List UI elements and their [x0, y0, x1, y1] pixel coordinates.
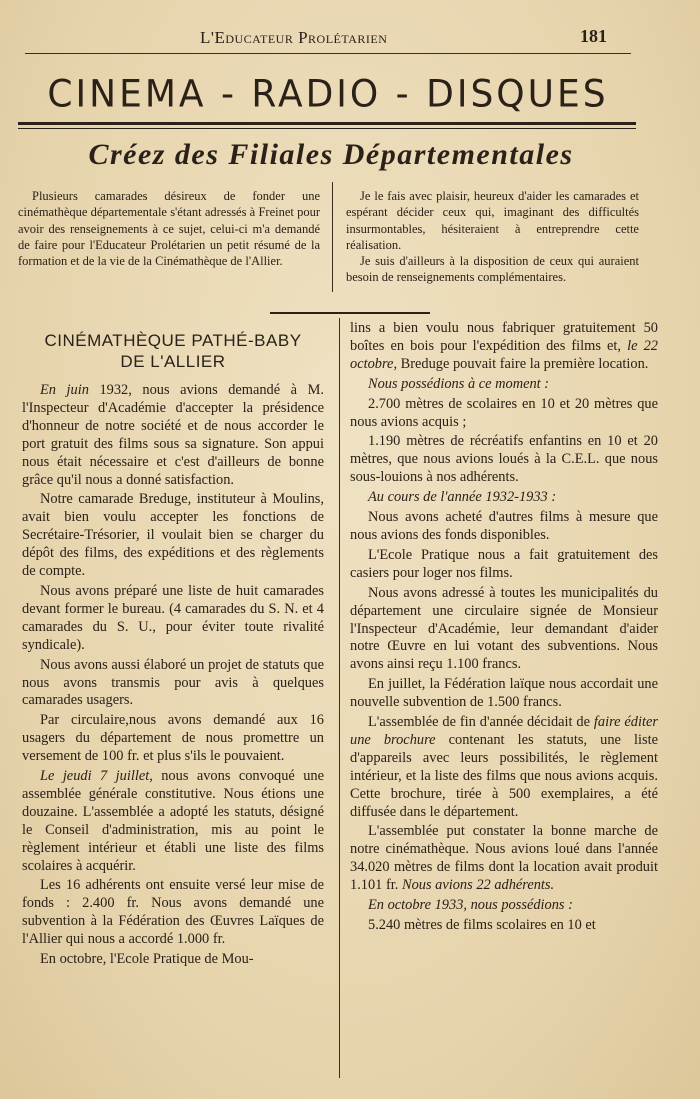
paragraph: 1.190 mètres de récréatifs enfantins en 10 et 20 mètres, que nous avions loués à la C.E.L. que nous sous-louions à nos adhérents.: [350, 433, 658, 486]
banner-rule-thin: [18, 128, 636, 129]
paragraph: L'assemblée put constater la bonne marche de notre cinémathèque. Nous avions loué dans l'année 34.020 mètres de films dont la location avait produit 1.101 fr. Nous avions 22 adhérents.: [350, 823, 658, 894]
paragraph: Nous avons aussi élaboré un projet de statuts que nous avons transmis pour avis à quelques camarades usagers.: [22, 656, 324, 709]
emphasis: Au cours de l'année 1932-1933 :: [368, 489, 557, 506]
intro-paragraph: Plusieurs camarades désireux de fonder une cinémathèque départementale s'étant adressés à Freinet pour avoir des renseignements à ce sujet, celui-ci m'a demandé de faire pour l'Educateur Prolétarien un petit résumé de la formation et de la vie de la Cinémathèque de l'Allier.: [18, 189, 320, 269]
page-number: 181: [580, 26, 607, 46]
emphasis: faire éditer une brochure: [350, 714, 658, 748]
banner-rule: [18, 122, 636, 125]
article-title-line: DE L'ALLIER: [120, 352, 226, 371]
paragraph: L'assemblée de fin d'année décidait de faire éditer une brochure contenant les statuts, une liste d'appareils avec leurs possibilités, le règlement intérieur, et la liste des films que nous avions acquis. Cette brochure, tirée à 500 exemplaires, a été diffusée dans le département.: [350, 714, 658, 820]
paragraph: En juin 1932, nous avions demandé à M. l'Inspecteur d'Académie d'accepter la présidence d'honneur de notre société et de nous accorder le port gratuit des films sous sa signature. Son appui nous était nécessaire et c'est d'ailleurs de bonne grâce qu'il nous a donné satisfaction.: [22, 382, 324, 488]
intro-paragraph: Je suis d'ailleurs à la disposition de ceux qui auraient besoin de renseignements complémentaires.: [346, 254, 639, 285]
paragraph: Nous avons acheté d'autres films à mesure que nous avions des fonds disponibles.: [350, 509, 658, 543]
column-right: [350, 320, 658, 937]
paragraph: Par circulaire,nous avons demandé aux 16 usagers du département de nous promettre un versement de 100 fr. et plus s'ils le pouvaient.: [22, 712, 324, 765]
column-divider: [339, 318, 340, 1078]
paragraph: 2.700 mètres de scolaires en 10 et 20 mètres que nous avions acquis ;: [350, 395, 658, 430]
section-rule: [270, 312, 430, 314]
paragraph: Le jeudi 7 juillet, nous avons convoqué une assemblée générale constitutive. Nous étions une douzaine. L'assemblée a adopté les statuts, désigné le Conseil d'administration, mis au point le règlement intérieur et établi une liste des films scolaires à acquérir.: [22, 768, 324, 874]
intro-divider: [332, 182, 333, 292]
paragraph: [350, 897, 658, 915]
article-title: [22, 330, 324, 372]
emphasis: Nous possédions à ce moment :: [368, 375, 550, 392]
paragraph: Les 16 adhérents ont ensuite versé leur mise de fonds : 2.400 fr. Nous avons demandé une subvention à la Fédération des Œuvres Laïques de l'Allier qui nous a accordé 1.000 fr.: [22, 877, 324, 948]
emphasis: En juin: [40, 382, 89, 398]
paragraph: Nous avons adressé à toutes les municipalités du département une circulaire signée de Monsieur l'Inspecteur d'Académie, leur demandant d'aider notre Œuvre en lui votant des subventions. Nous avons ainsi reçu 1.100 francs.: [350, 584, 658, 673]
article-subtitle: Créez des Filiales Départementales: [88, 138, 574, 171]
emphasis: le 22 octobre: [350, 337, 658, 372]
paragraph: lins a bien voulu nous fabriquer gratuitement 50 boîtes en bois pour l'expédition des films et, le 22 octobre, Breduge pouvait faire la première location.: [350, 320, 658, 372]
emphasis: Le jeudi 7 juillet: [40, 768, 150, 785]
paragraph: [350, 489, 658, 507]
article-title-line: CINÉMATHÈQUE PATHÉ-BABY: [44, 331, 302, 350]
paragraph: En octobre, l'Ecole Pratique de Mou-: [40, 951, 254, 968]
section-banner: CINEMA - RADIO - DISQUES: [47, 72, 609, 117]
paragraph: Notre camarade Breduge, instituteur à Moulins, avait bien voulu accepter les fonctions de Secrétaire-Trésorier, il voulait bien se charger du dépôt des films, des expéditions et des règlements de compte.: [22, 491, 324, 580]
intro-right: [346, 188, 639, 286]
paragraph: [350, 376, 658, 394]
paragraph: L'Ecole Pratique nous a fait gratuitement des casiers pour loger nos films.: [350, 546, 658, 581]
emphasis: En octobre 1933, nous possédions :: [368, 897, 573, 914]
intro-paragraph: Je le fais avec plaisir, heureux d'aider les camarades et espérant décider ceux qui, imaginant des difficultés insurmontables, hésiteraient à entreprendre cette réalisation.: [346, 189, 639, 252]
column-left: [22, 320, 324, 971]
intro-left: [18, 188, 320, 269]
paragraph: En juillet, la Fédération laïque nous accordait une nouvelle subvention de 1.500 francs.: [350, 676, 658, 711]
paragraph: Nous avons préparé une liste de huit camarades devant former le bureau. (4 camarades du S. N. et 4 camarades du S. U., pour éviter toute rivalité syndicale).: [22, 582, 324, 653]
running-title: L'Educateur Prolétarien: [200, 28, 388, 47]
header-rule: [25, 53, 631, 54]
emphasis: Nous avions 22 adhérents.: [401, 877, 555, 894]
paragraph: 5.240 mètres de films scolaires en 10 et: [368, 917, 596, 933]
